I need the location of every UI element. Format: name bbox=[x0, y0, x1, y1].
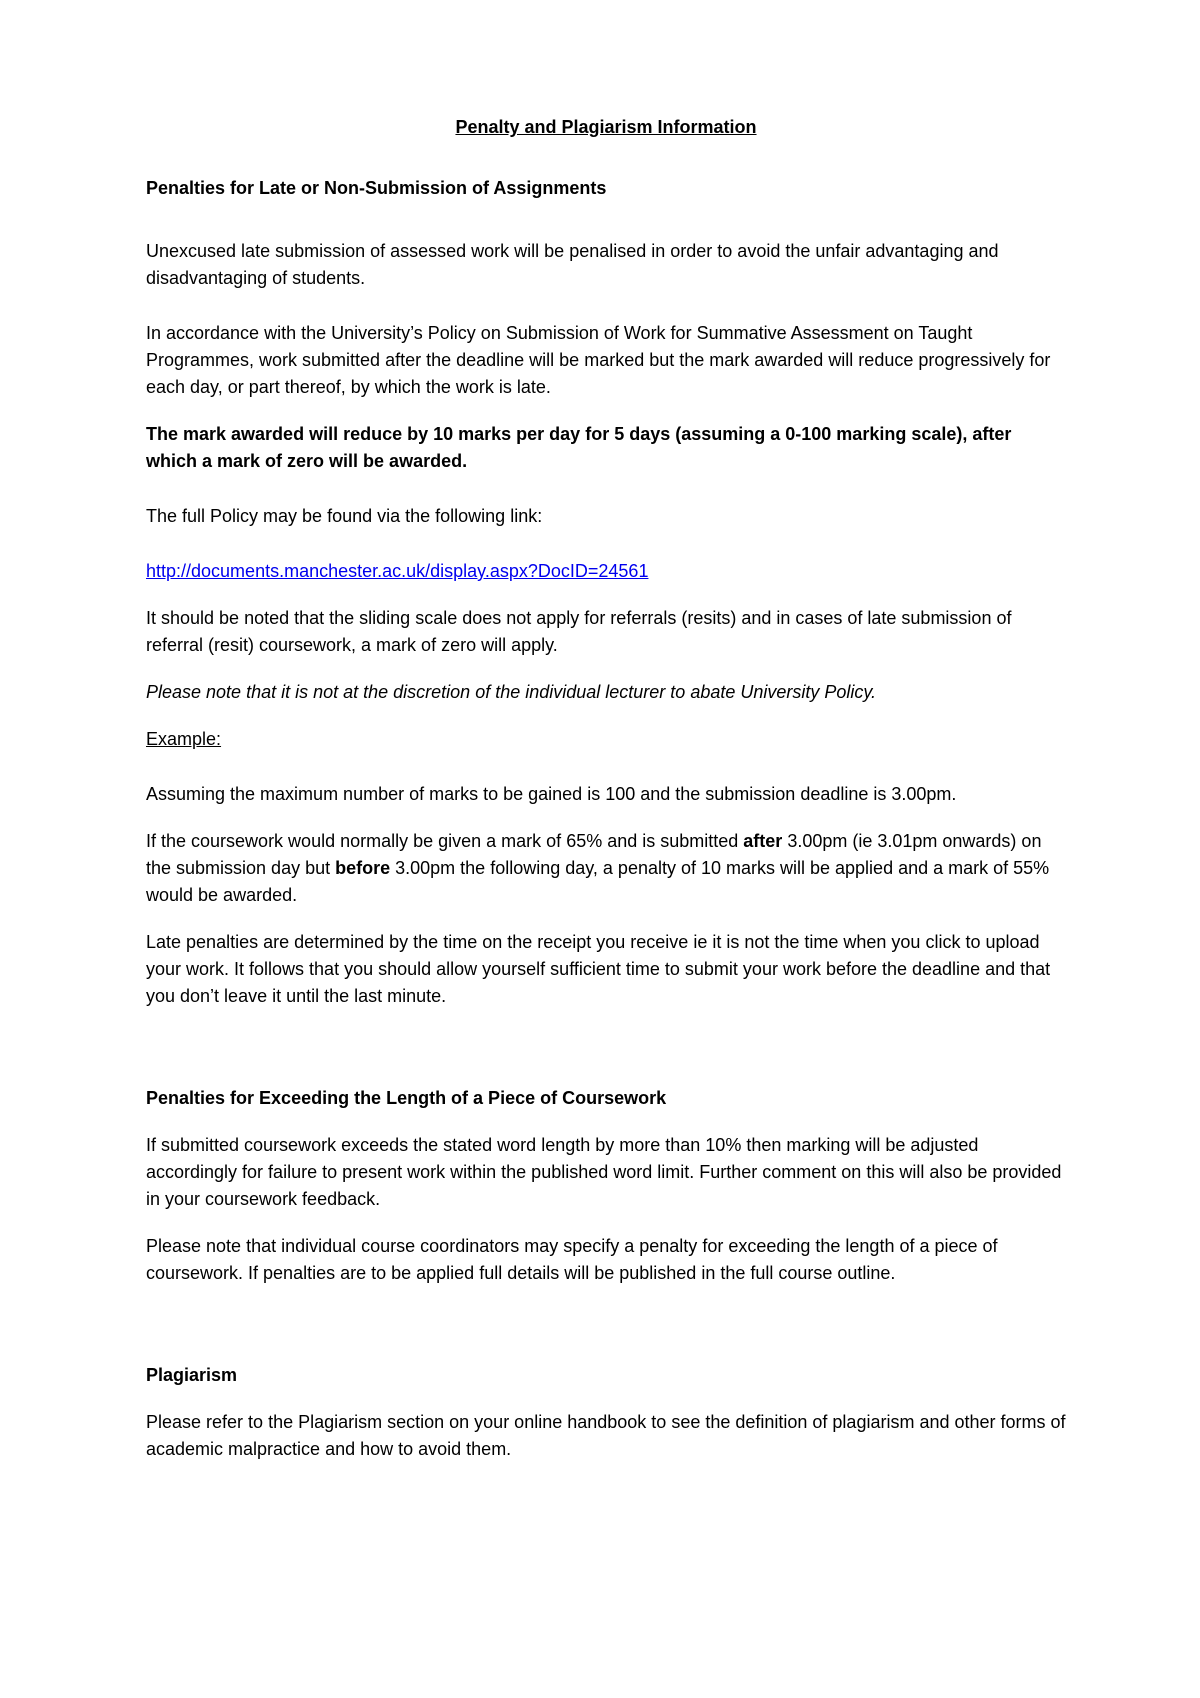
example-label: Example: bbox=[146, 729, 222, 749]
policy-link-intro: The full Policy may be found via the following link: bbox=[146, 506, 543, 526]
policy-link[interactable]: http://documents.manchester.ac.uk/display.aspx?DocID=24561 bbox=[146, 561, 649, 581]
example-assumption-paragraph: Assuming the maximum number of marks to be gained is 100 and the submission deadline is 3.00pm. bbox=[146, 784, 957, 804]
example-before-word: before bbox=[335, 858, 391, 878]
section-heading-length: Penalties for Exceeding the Length of a Piece of Coursework bbox=[146, 1088, 667, 1108]
example-calculation-paragraph bbox=[146, 828, 1066, 909]
policy-paragraph: In accordance with the University’s Policy on Submission of Work for Summative Assessment on Taught Programmes, work submitted after the deadline will be marked but the mark awarded will reduce progressively for each day, or part thereof, by which the work is late. bbox=[146, 323, 1051, 397]
referral-paragraph: It should be noted that the sliding scale does not apply for referrals (resits) and in cases of late submission of referral (resit) coursework, a mark of zero will apply. bbox=[146, 608, 1012, 655]
plagiarism-paragraph: Please refer to the Plagiarism section on your online handbook to see the definition of plagiarism and other forms of academic malpractice and how to avoid them. bbox=[146, 1412, 1066, 1459]
example-after-word: after bbox=[743, 831, 783, 851]
document-body bbox=[146, 114, 1066, 1463]
example-text-part3: 3.00pm the following day, a penalty of 10 marks will be applied and a mark of 55% would be awarded. bbox=[146, 858, 1050, 905]
length-paragraph-1: If submitted coursework exceeds the stated word length by more than 10% then marking will be adjusted accordingly for failure to present work within the published word limit. Further comment on this will also be provided in your coursework feedback. bbox=[146, 1135, 1062, 1209]
length-paragraph-2: Please note that individual course coordinators may specify a penalty for exceeding the length of a piece of coursework. If penalties are to be applied full details will be published in the full course outline. bbox=[146, 1236, 998, 1283]
section-heading-plagiarism: Plagiarism bbox=[146, 1365, 238, 1385]
example-text-part1: If the coursework would normally be given a mark of 65% and is submitted bbox=[146, 831, 744, 851]
page-title: Penalty and Plagiarism Information bbox=[455, 117, 757, 137]
late-intro-paragraph: Unexcused late submission of assessed work will be penalised in order to avoid the unfair advantaging and disadvantaging of students. bbox=[146, 241, 999, 288]
section-heading-late-submission: Penalties for Late or Non-Submission of Assignments bbox=[146, 178, 607, 198]
receipt-time-paragraph: Late penalties are determined by the time on the receipt you receive ie it is not the time when you click to upload your work. It follows that you should allow yourself sufficient time to submit your work before the deadline and that you don’t leave it until the last minute. bbox=[146, 932, 1051, 1006]
penalty-rule-paragraph: The mark awarded will reduce by 10 marks per day for 5 days (assuming a 0-100 marking scale), after which a mark of zero will be awarded. bbox=[146, 424, 1012, 471]
discretion-note: Please note that it is not at the discretion of the individual lecturer to abate University Policy. bbox=[146, 682, 877, 702]
example-text-part2: 3.00pm (ie 3.01pm onwards) on the submission day but bbox=[146, 831, 1042, 878]
